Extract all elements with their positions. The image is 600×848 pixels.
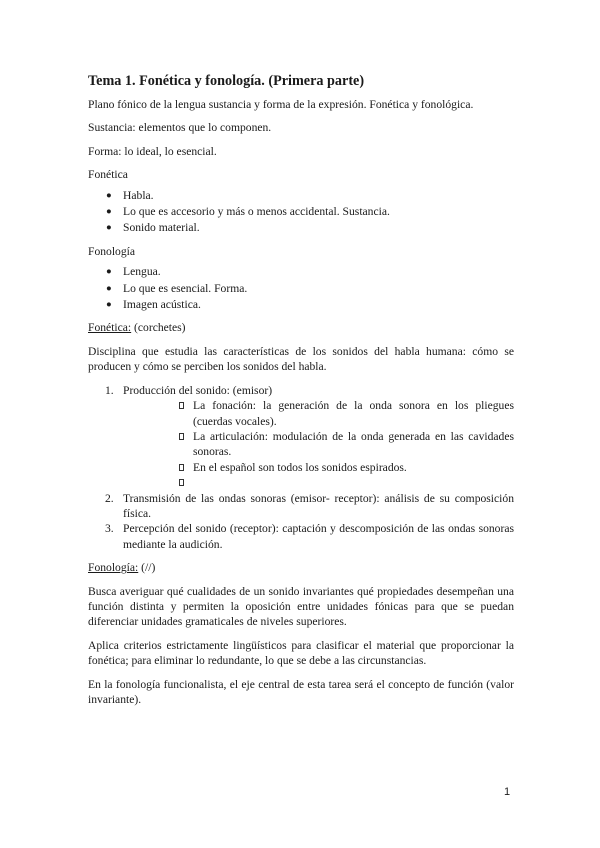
list-item: ● Imagen acústica. — [88, 297, 514, 312]
fonetica-label: Fonética: — [88, 321, 132, 335]
missing-glyph-icon — [179, 402, 184, 409]
fonetica-description: Disciplina que estudia las características de los sonidos del habla humana: cómo se producen y cómo se perciben los sonidos del habla. — [88, 344, 514, 374]
missing-glyph-icon — [179, 464, 184, 471]
list-item: 1. Producción del sonido: (emisor) La fonación: la generación de la onda sonora en los pliegues (cuerdas vocales). La articulación: modulación de la onda generada en las cavidades sonoras. En el español son todos los sonidos espirados. — [88, 383, 514, 491]
fonetica-heading: Fonética — [88, 168, 128, 182]
bullet-icon: ● — [106, 223, 112, 234]
list-number: 2. — [105, 491, 114, 505]
bullet-icon: ● — [106, 283, 112, 294]
list-item: ● Sonido material. — [88, 220, 514, 235]
sub-list-item — [123, 475, 514, 490]
sustancia-paragraph: Sustancia: elementos que lo componen. — [88, 121, 272, 135]
forma-paragraph: Forma: lo ideal, lo esencial. — [88, 144, 217, 158]
fonologia-definition: Fonología: (//) — [88, 561, 156, 575]
fonologia-heading: Fonología — [88, 244, 136, 258]
list-item: 2. Transmisión de las ondas sonoras (emisor- receptor): análisis de su composición física. — [105, 491, 514, 520]
fonologia-list — [88, 264, 514, 312]
page-title: Tema 1. Fonética y fonología. (Primera parte) — [88, 73, 365, 89]
fonologia-paragraph-3: En la fonología funcionalista, el eje central de esta tarea será el concepto de función (valor invariante). — [88, 677, 514, 706]
fonologia-label: Fonología: — [88, 561, 139, 575]
document-page — [88, 72, 514, 715]
list-item: ● Lo que es esencial. Forma. — [88, 281, 514, 296]
bullet-icon: ● — [106, 267, 112, 278]
sub-list-item: La fonación: la generación de la onda sonora en los pliegues (cuerdas vocales). — [123, 398, 514, 429]
page-number: 1 — [504, 786, 511, 798]
sub-list — [123, 398, 514, 490]
fonologia-paragraph-2: Aplica criterios estrictamente lingüísticos para clasificar el material que proporcionar la fonética; para eliminar lo redundante, lo que se debe a las circunstancias. — [88, 638, 514, 668]
list-item: ● Lo que es accesorio y más o menos accidental. Sustancia. — [88, 204, 514, 219]
missing-glyph-icon — [179, 433, 184, 440]
bullet-icon: ● — [106, 300, 112, 311]
list-number: 1. — [105, 383, 114, 397]
fonetica-definition: Fonética: (corchetes) — [88, 321, 186, 335]
missing-glyph-icon — [179, 479, 184, 486]
list-item: 3. Percepción del sonido (receptor): captación y descomposición de las ondas sonoras mediante la audición. — [105, 522, 514, 551]
sub-list-item: La articulación: modulación de la onda generada en las cavidades sonoras. — [123, 429, 514, 460]
sub-list-item: En el español son todos los sonidos espirados. — [123, 460, 514, 475]
fonologia-paragraph-1: Busca averiguar qué cualidades de un sonido invariantes qué propiedades desempeñan una función distinta y permiten la oposición entre unidades fónicas para que se puedan diferenciar unidades gramaticales de niveles superiores. — [88, 584, 514, 629]
bullet-icon: ● — [106, 190, 112, 201]
list-item: ● Habla. — [88, 188, 514, 203]
bullet-icon: ● — [106, 207, 112, 218]
fonetica-list — [88, 188, 514, 236]
intro-paragraph: Plano fónico de la lengua sustancia y forma de la expresión. Fonética y fonológica. — [88, 98, 474, 111]
list-item: ● Lengua. — [88, 264, 514, 279]
numbered-list — [88, 383, 514, 552]
list-number: 3. — [105, 522, 114, 536]
